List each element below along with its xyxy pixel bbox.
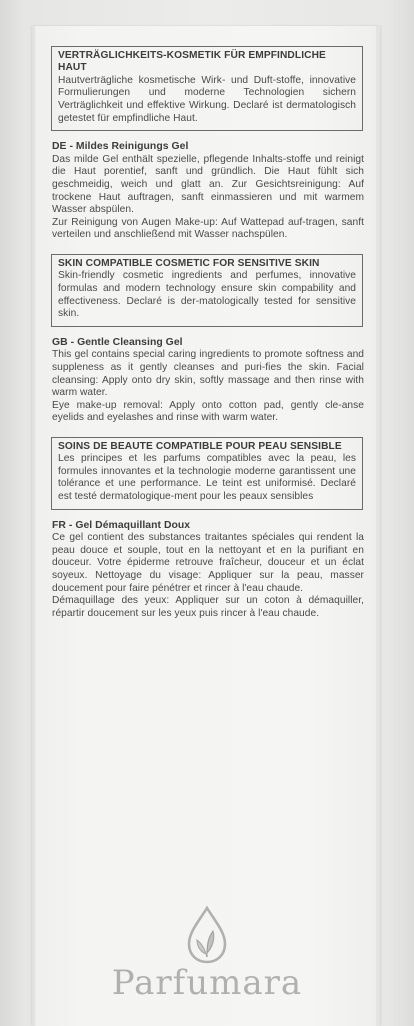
fr-box-text: Les principes et les parfums compatibles avec la peau, les formules innovantes et la technologie moderne garantissent une tolérance et une performance. Le teint est uniformisé. Declaré est testé dermatologique-ment pour les peaux sensibles: [58, 453, 356, 503]
fr-section-para1: Ce gel contient des substances traitantes spéciales qui rendent la peau douce et souple, tout en la nettoyant et en la purifiant en douceur. Votre épiderme retrouve fraîcheur, douceur et un éclat soyeux. Nettoyage du visage: Appliquer sur la peau, masser doucement pour faire pénétrer et rincer à l'eau chaude.: [52, 532, 364, 594]
fr-section-para2: Démaquillage des yeux: Appliquer sur un coton à démaquiller, répartir doucement sur les yeux puis rincer à l'eau chaude.: [52, 595, 364, 619]
fr-box-title: SOINS DE BEAUTE COMPATIBLE POUR PEAU SENSIBLE: [58, 440, 342, 452]
de-box-text: Hautverträgliche kosmetische Wirk- und Duft-stoffe, innovative Formulierungen und moderne Technologien sichern Verträglichkeit und effektive Wirkung. Declaré ist dermatologisch getestet für empfindliche Haut.: [58, 74, 356, 124]
de-section: [51, 141, 365, 242]
gb-framed-box: [51, 254, 363, 327]
de-framed-box: [51, 46, 363, 131]
gb-box-text: Skin-friendly cosmetic ingredients and perfumes, innovative formulas and modern technology ensure skin compability and effectiveness. Declaré is der-matologically tested for sensitive skin.: [58, 270, 356, 320]
gb-section-para1: This gel contains special caring ingredients to promote softness and suppleness as it gently cleanses and puri-fies the skin. Facial cleansing: Apply onto dry skin, softly massage and then rinse with warm water.: [52, 349, 364, 399]
gb-section-para2: Eye make-up removal: Apply onto cotton pad, gently cle-anse eyelids and eyelashes and rinse with warm water.: [52, 399, 364, 424]
de-section-title: DE - Mildes Reinigungs Gel: [52, 141, 189, 153]
gb-section-title: GB - Gentle Cleansing Gel: [52, 336, 183, 348]
de-box-title: VERTRÄGLICHKEITS-KOSMETIK FÜR EMPFINDLICHE HAUT: [58, 50, 326, 74]
fr-framed-box: [51, 437, 363, 510]
gb-box-title: SKIN COMPATIBLE COSMETIC FOR SENSITIVE SKIN: [58, 257, 320, 269]
fr-section: [51, 520, 365, 621]
label-content: [51, 46, 365, 620]
product-box: [32, 26, 380, 1026]
gb-section: [51, 337, 365, 425]
de-section-para1: Das milde Gel enthält spezielle, pflegende Inhalts-stoffe und reinigt die Haut porentief, sanft und gründlich. Die Haut fühlt sich geschmeidig, weich und glatt an. Zur Gesichtsreinigung: Auf trockene Haut auftragen, sanft einmassieren und mit warmem Wasser abspülen.: [52, 153, 364, 216]
watermark-text: Parfumara: [111, 963, 303, 1003]
de-section-para2: Zur Reinigung von Augen Make-up: Auf Wattepad auf-tragen, sanft verteilen und anschließend mit Wasser nachspülen.: [52, 216, 364, 241]
fr-section-title: FR - Gel Démaquillant Doux: [52, 519, 191, 531]
watermark: [0, 905, 414, 1003]
drop-leaf-logo-icon: [185, 905, 229, 965]
box-right-edge: [376, 26, 380, 1026]
box-left-edge: [32, 26, 35, 1026]
